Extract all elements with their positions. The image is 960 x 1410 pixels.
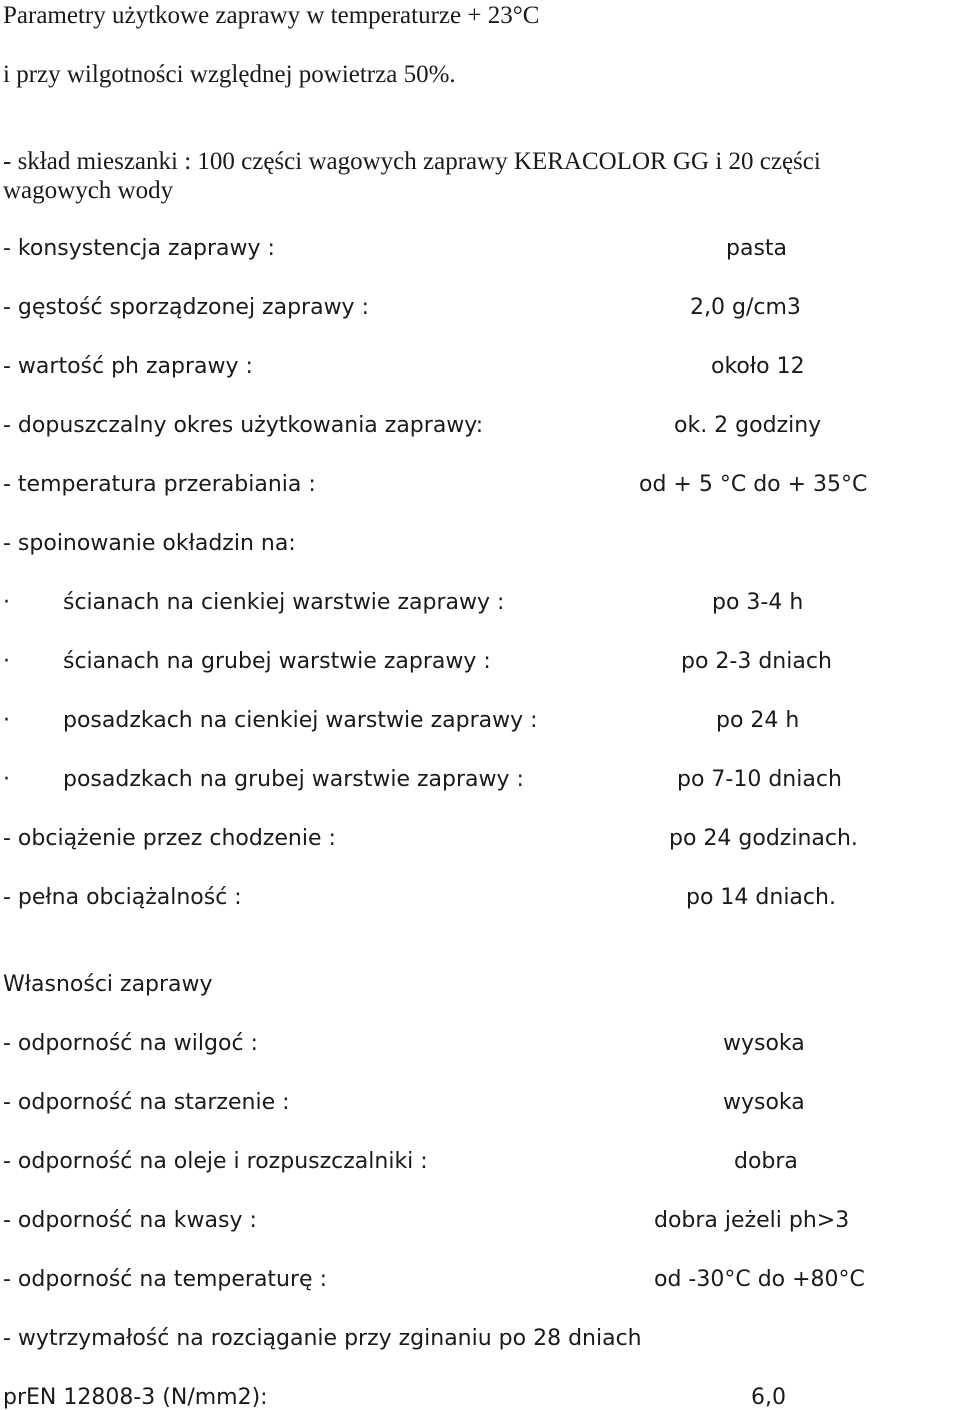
mix-composition-line2: wagowych wody xyxy=(3,177,174,204)
grouting-bullet: · xyxy=(3,590,10,615)
grouting-value-floors-thick: po 7-10 dniach xyxy=(677,767,842,792)
tensile-strength-line: - wytrzymałość na rozciąganie przy zginaniu po 28 dniach xyxy=(3,1326,642,1351)
property-label-temperature: - odporność na temperaturę : xyxy=(3,1267,327,1292)
tensile-strength-value: 6,0 xyxy=(751,1385,786,1410)
param-label-pot-life: - dopuszczalny okres użytkowania zaprawy: xyxy=(3,413,484,438)
tensile-strength-label: prEN 12808-3 (N/mm2): xyxy=(3,1385,268,1410)
param-value-temperature: od + 5 °C do + 35°C xyxy=(639,472,868,497)
grouting-bullet: · xyxy=(3,649,10,674)
param-value-pot-life: ok. 2 godziny xyxy=(674,413,822,438)
param-value-density: 2,0 g/cm3 xyxy=(690,295,801,320)
grouting-value-walls-thick: po 2-3 dniach xyxy=(681,649,832,674)
load-label-foot-traffic: - obciążenie przez chodzenie : xyxy=(3,826,336,851)
grouting-label-floors-thick: posadzkach na grubej warstwie zaprawy : xyxy=(63,767,524,792)
intro-title: Parametry użytkowe zaprawy w temperaturze + 23°C xyxy=(3,2,540,29)
param-value-ph: około 12 xyxy=(711,354,805,379)
property-label-moisture: - odporność na wilgoć : xyxy=(3,1031,258,1056)
load-label-full-load: - pełna obciążalność : xyxy=(3,885,242,910)
property-value-acids: dobra jeżeli ph>3 xyxy=(654,1208,850,1233)
properties-heading: Własności zaprawy xyxy=(3,972,213,997)
property-label-aging: - odporność na starzenie : xyxy=(3,1090,290,1115)
property-value-temperature: od -30°C do +80°C xyxy=(654,1267,865,1292)
property-label-oils-solvents: - odporność na oleje i rozpuszczalniki : xyxy=(3,1149,428,1174)
grouting-value-walls-thin: po 3-4 h xyxy=(712,590,804,615)
grouting-label-walls-thick: ścianach na grubej warstwie zaprawy : xyxy=(63,649,491,674)
property-value-oils-solvents: dobra xyxy=(734,1149,798,1174)
param-label-consistency: - konsystencja zaprawy : xyxy=(3,236,275,261)
grouting-label-walls-thin: ścianach na cienkiej warstwie zaprawy : xyxy=(63,590,505,615)
intro-subtitle: i przy wilgotności względnej powietrza 50%. xyxy=(3,61,456,88)
mix-composition-line1: - skład mieszanki : 100 części wagowych zaprawy KERACOLOR GG i 20 części xyxy=(3,148,821,175)
param-label-temperature: - temperatura przerabiania : xyxy=(3,472,316,497)
grouting-bullet: · xyxy=(3,708,10,733)
load-value-foot-traffic: po 24 godzinach. xyxy=(669,826,858,851)
load-value-full-load: po 14 dniach. xyxy=(686,885,836,910)
property-value-moisture: wysoka xyxy=(723,1031,805,1056)
grouting-heading: - spoinowanie okładzin na: xyxy=(3,531,296,556)
grouting-bullet: · xyxy=(3,767,10,792)
grouting-label-floors-thin: posadzkach na cienkiej warstwie zaprawy : xyxy=(63,708,538,733)
grouting-value-floors-thin: po 24 h xyxy=(716,708,800,733)
param-label-density: - gęstość sporządzonej zaprawy : xyxy=(3,295,369,320)
property-label-acids: - odporność na kwasy : xyxy=(3,1208,257,1233)
param-value-consistency: pasta xyxy=(726,236,788,261)
property-value-aging: wysoka xyxy=(723,1090,805,1115)
param-label-ph: - wartość ph zaprawy : xyxy=(3,354,253,379)
